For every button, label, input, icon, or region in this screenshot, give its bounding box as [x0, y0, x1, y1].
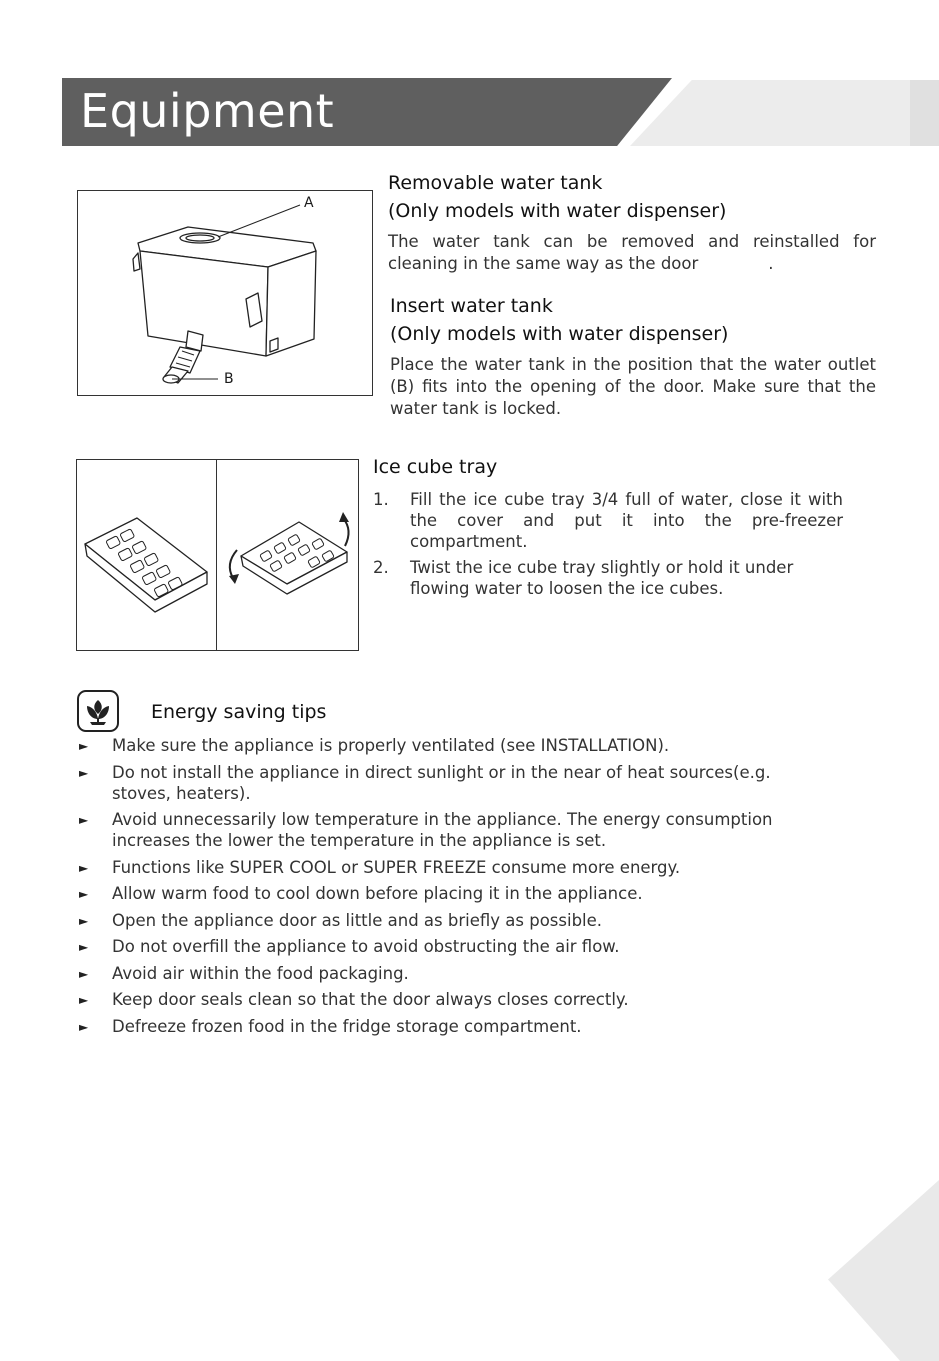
ice-tray-steps	[373, 489, 843, 599]
triangle-bullet-icon: ►	[79, 966, 89, 981]
water-tank-illustration	[78, 191, 372, 395]
triangle-bullet-icon: ►	[79, 887, 89, 901]
leaf-icon	[77, 690, 119, 732]
triangle-bullet-icon: ►	[79, 940, 89, 954]
label-a: A	[304, 195, 314, 211]
insert-tank-heading-2: (Only models with water dispenser)	[390, 323, 729, 345]
header-tab-edge	[910, 80, 939, 146]
triangle-bullet-icon: ►	[79, 860, 89, 875]
list-item: ► Avoid unnecessarily low temperature in the appliance. The energy consumption increases the lower the temperature in the appliance is set.	[79, 810, 773, 850]
list-item: ► Defreeze frozen food in the fridge storage compartment.	[79, 1016, 582, 1036]
energy-heading: Energy saving tips	[151, 701, 327, 723]
list-item: ► Keep door seals clean so that the door always closes correctly.	[79, 990, 629, 1009]
insert-tank-body: Place the water tank in the position that the water outlet (B) fits into the opening of the door. Make sure that the water tank is locked.	[390, 355, 876, 418]
triangle-bullet-icon: ►	[79, 993, 89, 1007]
triangle-bullet-icon: ►	[79, 813, 89, 827]
list-item: ► Do not install the appliance in direct sunlight or in the near of heat sources(e.g. stoves, heaters).	[79, 762, 771, 803]
list-item: ► Allow warm food to cool down before placing it in the appliance.	[79, 884, 643, 903]
water-tank-figure	[77, 190, 373, 396]
header-tab-decoration	[630, 80, 939, 146]
page-title: Equipment	[80, 84, 335, 138]
list-item: 1. Fill the ice cube tray 3/4 full of water, close it with the cover and put it into the pre-freezer compartment.	[373, 490, 843, 551]
energy-tips-list	[77, 735, 827, 1042]
triangle-bullet-icon: ►	[79, 739, 89, 753]
list-item: 2. Twist the ice cube tray slightly or hold it under flowing water to loosen the ice cubes.	[373, 558, 794, 598]
water-tank-section	[388, 169, 876, 275]
list-item: ► Do not overfill the appliance to avoid obstructing the air flow.	[79, 937, 620, 956]
triangle-bullet-icon: ►	[79, 765, 89, 780]
insert-tank-section	[390, 292, 876, 420]
list-item: ► Functions like SUPER COOL or SUPER FREEZE consume more energy.	[79, 857, 681, 877]
water-tank-body: The water tank can be removed and reinstalled for cleaning in the same way as the door .	[388, 232, 876, 273]
list-item: ► Make sure the appliance is properly ventilated (see INSTALLATION).	[79, 736, 670, 755]
label-b: B	[224, 371, 234, 387]
insert-tank-heading-1: Insert water tank	[390, 295, 553, 317]
water-tank-heading-1: Removable water tank	[388, 172, 603, 194]
list-item: ► Open the appliance door as little and as briefly as possible.	[79, 910, 603, 930]
ice-tray-illustration	[77, 460, 358, 650]
triangle-bullet-icon: ►	[79, 1019, 89, 1034]
page-corner-decoration	[828, 1180, 939, 1361]
ice-tray-section	[373, 453, 843, 604]
triangle-bullet-icon: ►	[79, 913, 89, 928]
list-item: ► Avoid air within the food packaging.	[79, 963, 409, 983]
ice-tray-figure	[76, 459, 359, 651]
ice-tray-heading: Ice cube tray	[373, 456, 498, 478]
water-tank-heading-2: (Only models with water dispenser)	[388, 200, 727, 222]
